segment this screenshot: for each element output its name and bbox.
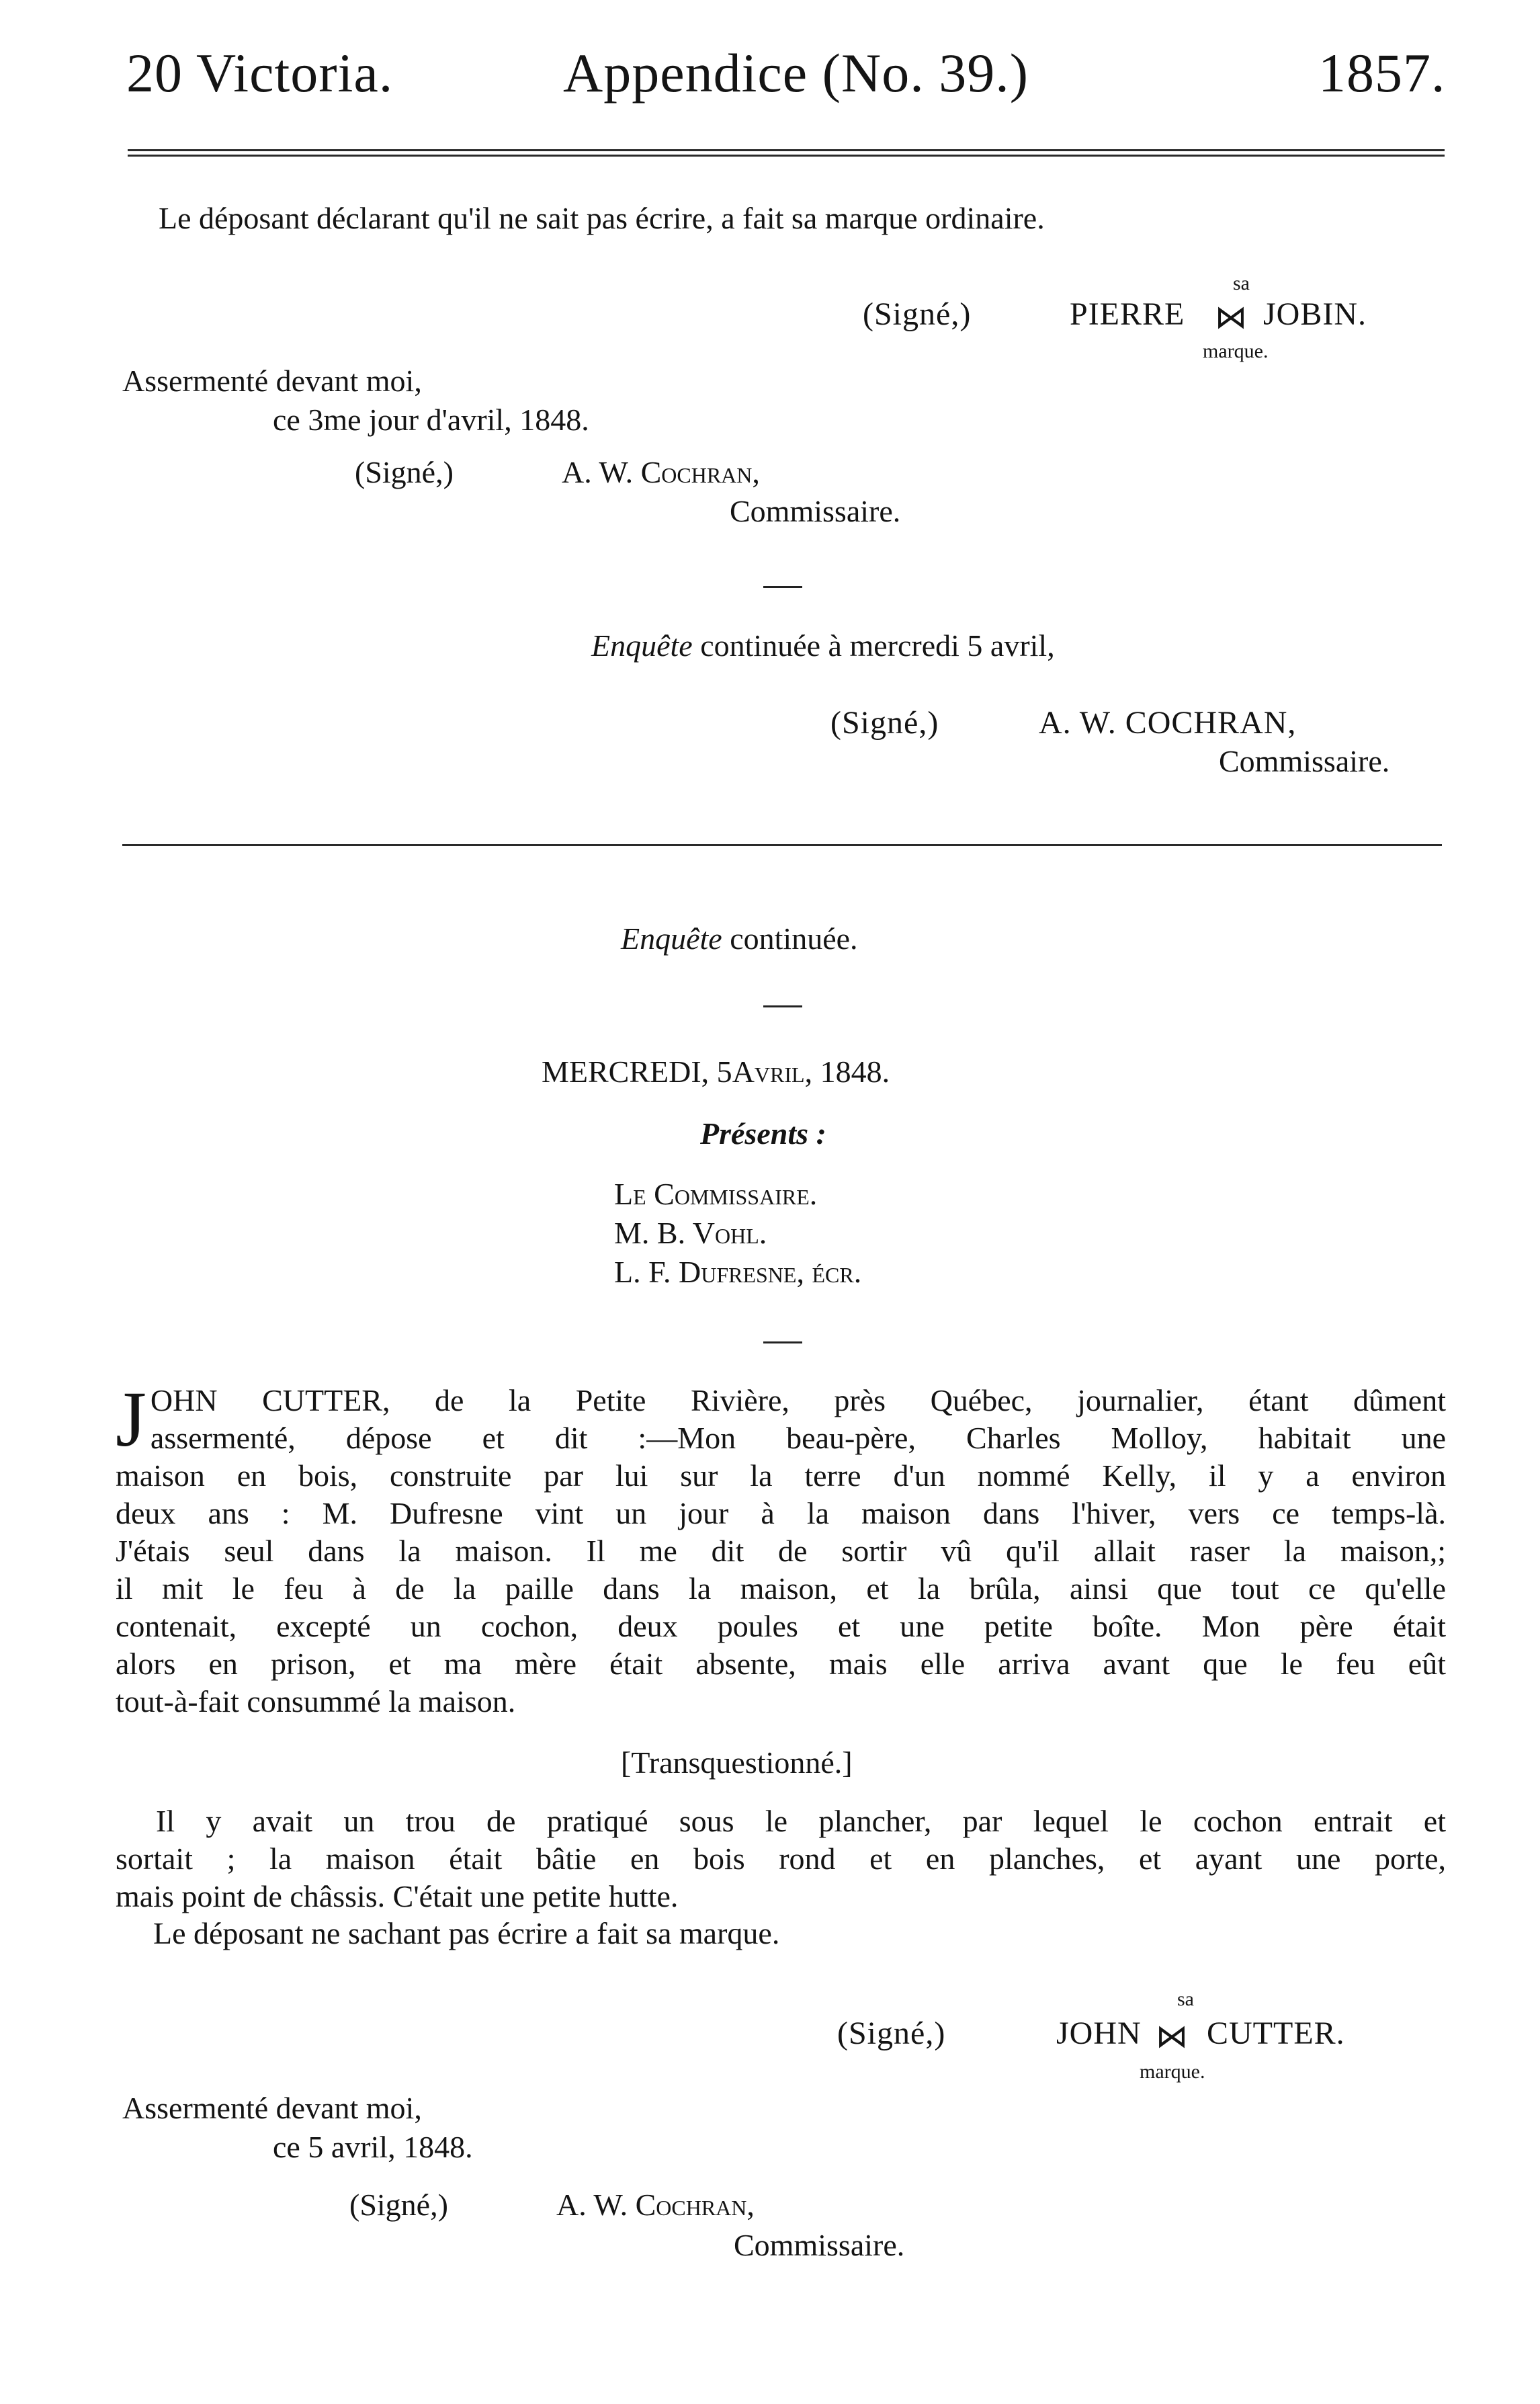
cross-exam-line: Il y avait un trou de pratiqué sous le plancher, par lequel le cochon entrait et bbox=[156, 1804, 1446, 1838]
signature-2-signe: (Signé,) bbox=[837, 2016, 946, 2051]
deposant-statement: Le déposant déclarant qu'il ne sait pas écrire, a fait sa marque ordinaire. bbox=[159, 201, 1045, 235]
testimony-line: OHN CUTTER, de la Petite Rivière, près Québec, journalier, étant dûment bbox=[150, 1383, 1446, 1417]
commissioner-signe: (Signé,) bbox=[355, 455, 454, 489]
testimony-paragraph bbox=[116, 1375, 1446, 1721]
session-month: Avril, bbox=[732, 1054, 813, 1089]
testimony-line: tout-à-fait consummé la maison. bbox=[116, 1684, 516, 1718]
enquete-heading bbox=[621, 921, 858, 956]
commissioner-2-title: Commissaire. bbox=[734, 2228, 905, 2262]
final-signe: (Signé,) bbox=[830, 705, 939, 741]
signature-first-name: PIERRE bbox=[1070, 296, 1185, 332]
enquete-word: Enquête bbox=[591, 628, 693, 663]
header-right: 1857. bbox=[1318, 42, 1446, 103]
section-divider bbox=[122, 844, 1442, 846]
present-vohl: M. B. Vohl. bbox=[614, 1216, 767, 1250]
header-center: Appendice (No. 39.) bbox=[563, 42, 1029, 103]
session-day: MERCREDI, 5 bbox=[542, 1054, 732, 1089]
signature-last-name: JOBIN. bbox=[1263, 296, 1367, 332]
testimony-line: J'étais seul dans la maison. Il me dit de sortir vû qu'il allait raser la maison,; bbox=[116, 1534, 1446, 1568]
testimony-line: assermenté, dépose et dit :—Mon beau-père, Charles Molloy, habitait une bbox=[150, 1421, 1446, 1455]
separator-dash bbox=[763, 586, 802, 588]
signature-2-sa-label: sa bbox=[1177, 1988, 1194, 2010]
header-rule-top bbox=[128, 149, 1445, 151]
header-rule-bottom bbox=[128, 155, 1445, 157]
testimony-line: contenait, excepté un cochon, deux poules et une petite boîte. Mon père était bbox=[116, 1609, 1446, 1643]
session-date bbox=[542, 1054, 890, 1089]
commissioner-name: A. W. Cochran, bbox=[562, 455, 760, 489]
final-commissioner-name: A. W. COCHRAN, bbox=[1039, 705, 1297, 741]
signature-2-marque-label: marque. bbox=[1140, 2061, 1205, 2083]
enquete-rest: continuée à mercredi 5 avril, bbox=[700, 628, 1055, 663]
signature-marque-label: marque. bbox=[1203, 340, 1269, 362]
session-year: 1848. bbox=[820, 1054, 890, 1089]
deposant-mark-statement: Le déposant ne sachant pas écrire a fait sa marque. bbox=[153, 1916, 780, 1950]
signature-mark-icon: ⋈ bbox=[1215, 300, 1248, 335]
signature-sa-label: sa bbox=[1233, 272, 1250, 294]
separator-dash-3 bbox=[763, 1341, 802, 1343]
final-commissioner-title: Commissaire. bbox=[1219, 744, 1390, 778]
cross-exam-paragraph bbox=[116, 1802, 1446, 1915]
testimony-line: maison en bois, construite par lui sur la terre d'un nommé Kelly, il y a environ bbox=[116, 1458, 1446, 1493]
transquestionne-label: [Transquestionné.] bbox=[621, 1745, 853, 1780]
commissioner-title: Commissaire. bbox=[730, 494, 901, 528]
testimony-line: il mit le feu à de la paille dans la maison, et la brûla, ainsi que tout ce qu'elle bbox=[116, 1571, 1446, 1606]
present-commissioner: Le Commissaire. bbox=[614, 1177, 818, 1211]
separator-dash-2 bbox=[763, 1005, 802, 1007]
testimony-dropcap: J bbox=[116, 1375, 146, 1463]
sworn-2-line-1: Assermenté devant moi, bbox=[122, 2091, 422, 2125]
header-left: 20 Victoria. bbox=[126, 42, 394, 103]
cross-exam-line: sortait ; la maison était bâtie en bois rond et en planches, et ayant une porte, bbox=[116, 1841, 1446, 1876]
sworn-line-2: ce 3me jour d'avril, 1848. bbox=[273, 403, 589, 437]
testimony-line: alors en prison, et ma mère était absente, mais elle arriva avant que le feu eût bbox=[116, 1647, 1446, 1681]
signature-2-first-name: JOHN bbox=[1056, 2016, 1142, 2051]
sworn-2-line-2: ce 5 avril, 1848. bbox=[273, 2130, 473, 2164]
enquete-rest-2: continuée. bbox=[730, 921, 858, 956]
signature-2-last-name: CUTTER. bbox=[1207, 2016, 1345, 2051]
commissioner-2-name: A. W. Cochran, bbox=[556, 2188, 755, 2222]
signature-signe: (Signé,) bbox=[863, 296, 972, 332]
present-dufresne: L. F. Dufresne, écr. bbox=[614, 1255, 862, 1289]
enquete-word-2: Enquête bbox=[621, 921, 722, 956]
sworn-line-1: Assermenté devant moi, bbox=[122, 364, 422, 398]
presents-label: Présents : bbox=[700, 1116, 826, 1151]
cross-exam-line: mais point de châssis. C'était une petite hutte. bbox=[116, 1879, 679, 1913]
signature-2-mark-icon: ⋈ bbox=[1156, 2019, 1189, 2055]
commissioner-2-signe: (Signé,) bbox=[349, 2188, 448, 2222]
enquete-continued-line bbox=[591, 628, 1055, 663]
testimony-line: deux ans : M. Dufresne vint un jour à la maison dans l'hiver, vers ce temps-là. bbox=[116, 1496, 1446, 1530]
